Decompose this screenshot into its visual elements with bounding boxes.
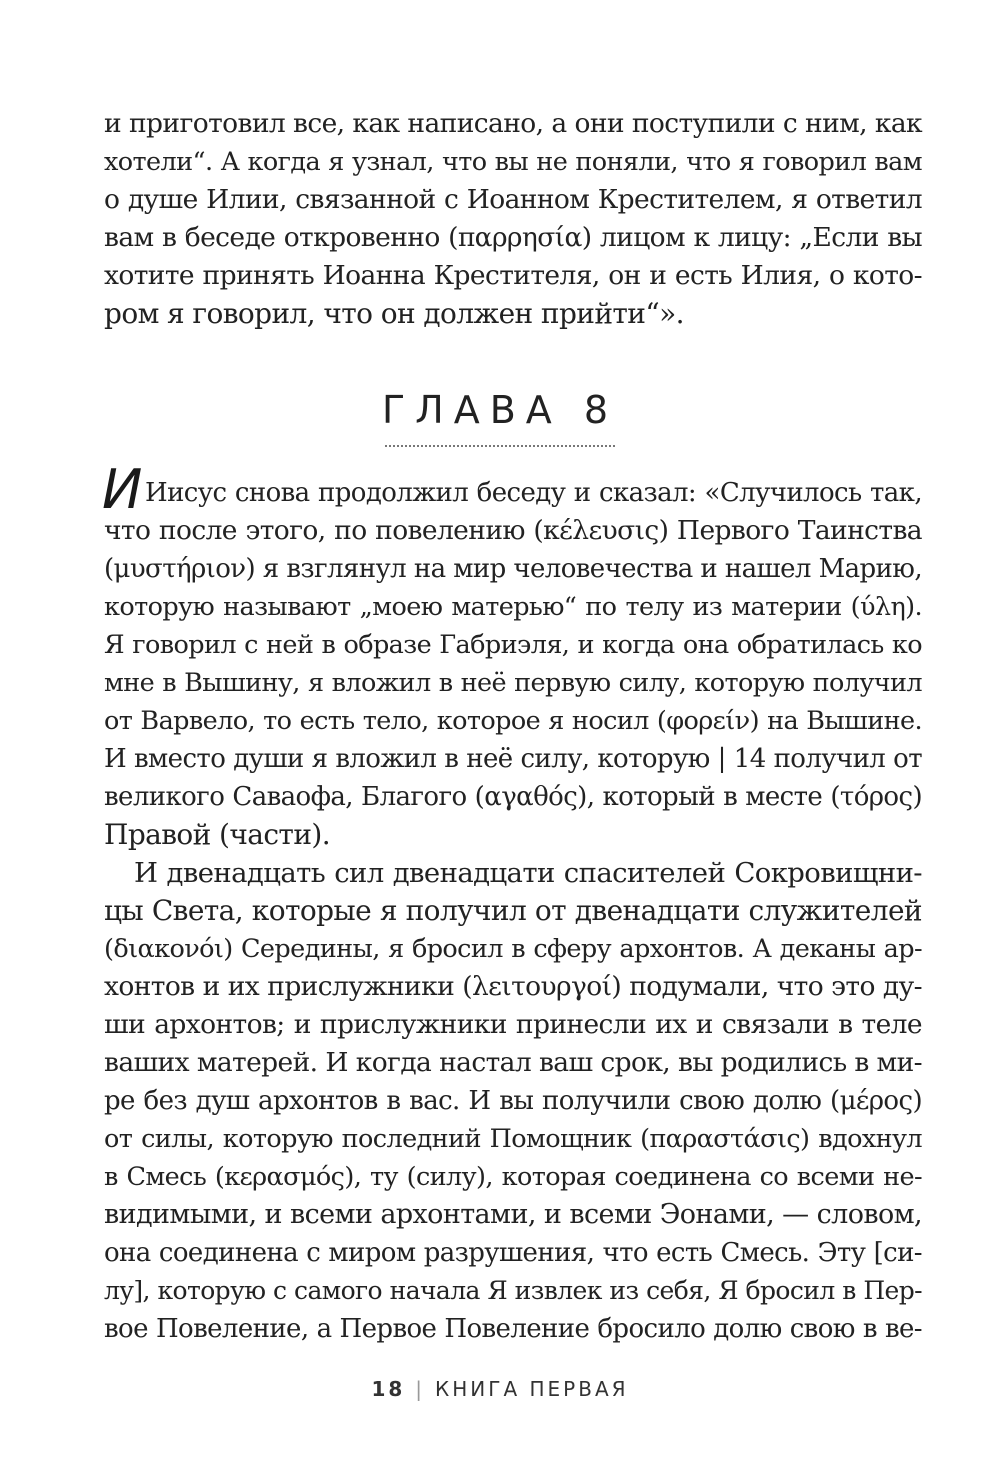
page-footer: [0, 1377, 1000, 1401]
book-title: КНИГА ПЕРВАЯ: [435, 1377, 629, 1401]
text-line: и приготовил все, как написано, а они поступили с ним, как: [104, 108, 922, 139]
text-line: ваших матерей. И когда настал ваш срок, вы родились в ми-: [104, 1047, 922, 1078]
text-line: о душе Илии, связанной с Иоанном Крестителем, я ответил: [104, 184, 922, 215]
text-line: Я говорил с ней в образе Габриэля, и когда она обратилась ко: [104, 630, 922, 660]
text-line: (διακονόι) Середины, я бросил в сферу архонтов. А деканы ар-: [104, 934, 922, 964]
page-number: 18: [371, 1377, 406, 1401]
text-line: Правой (части).: [104, 818, 331, 851]
text-line: от Варвело, то есть тело, которое я носил (φορείν) на Вышине.: [104, 706, 922, 736]
text-line: И двенадцать сил двенадцати спасителей Сокровищни-: [134, 857, 922, 889]
text-line: что после этого, по повелению (κέλευσις) Первого Таинства: [104, 515, 922, 546]
footer-separator: |: [415, 1377, 426, 1401]
chapter-title: ГЛАВА 8: [381, 388, 619, 432]
text-line: от силы, которую последний Помощник (παραστάσις) вдохнул: [104, 1124, 922, 1154]
text-line: И вместо души я вложил в неё силу, которую | 14 получил от: [104, 744, 922, 774]
chapter-divider: [385, 445, 615, 447]
text-line: ши архонтов; и прислужники принесли их и связали в теле: [104, 1009, 922, 1040]
text-line: хотите принять Иоанна Крестителя, он и есть Илия, о кото-: [104, 260, 922, 291]
text-line: вам в беседе откровенно (παρρησία) лицом к лицу: „Если вы: [104, 222, 922, 253]
text-line: она соединена с миром разрушения, что есть Смесь. Эту [си-: [104, 1238, 922, 1268]
text-line: хонтов и их прислужники (λειτουργοί) подумали, что это ду-: [104, 971, 922, 1002]
text-line: цы Света, которые я получил от двенадцати служителей: [104, 894, 922, 927]
text-line: мне в Вышину, я вложил в неё первую силу, которую получил: [104, 668, 922, 698]
text-line: Иисус снова продолжил беседу и сказал: «Случилось так,: [145, 478, 922, 508]
text-line: вое Повеление, а Первое Повеление бросило долю свою в ве-: [104, 1314, 922, 1344]
text-line: хотели“. А когда я узнал, что вы не поняли, что я говорил вам: [104, 147, 922, 177]
text-line: которую называют „моею матерью“ по телу из материи (ύλη).: [104, 592, 922, 622]
text-line: ром я говорил, что он должен прийти“».: [104, 297, 684, 330]
text-line: лу], которую с самого начала Я извлек из себя, Я бросил в Пер-: [104, 1276, 922, 1305]
text-line: великого Саваофа, Благого (αγαθός), который в месте (τόρος): [104, 782, 922, 812]
text-line: видимыми, и всеми архонтами, и всеми Эонами, — словом,: [104, 1199, 922, 1230]
text-line: ре без душ архонтов в вас. И вы получили свою долю (μέρος): [104, 1086, 922, 1116]
text-line: (μυστήριον) я взглянул на мир человечества и нашел Марию,: [104, 554, 922, 584]
text-line: в Смесь (κερασμός), ту (силу), которая соединена со всеми не-: [104, 1162, 922, 1192]
drop-cap: И: [102, 458, 143, 521]
